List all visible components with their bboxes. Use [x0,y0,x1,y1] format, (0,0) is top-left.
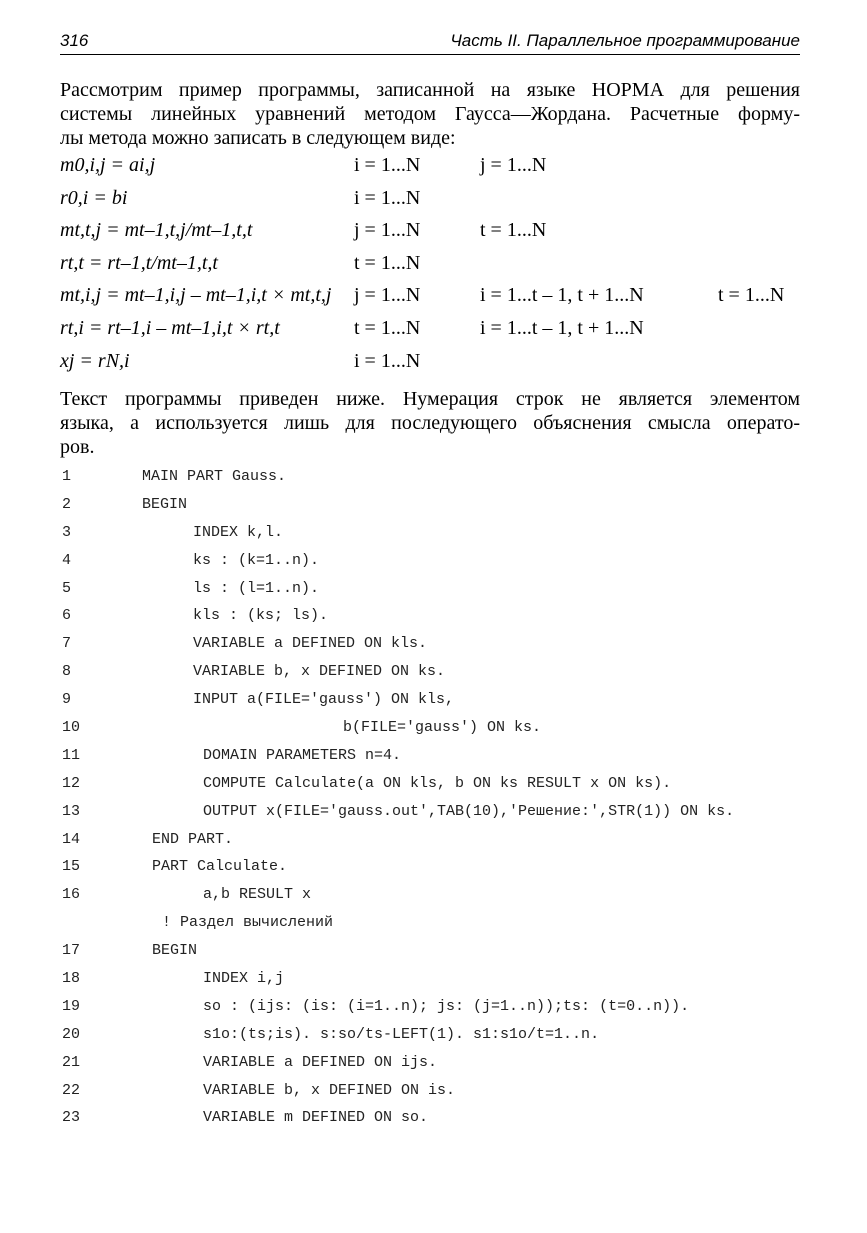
formula-expression: mt,t,j = mt–1,t,j/mt–1,t,t [60,219,253,242]
code-line [60,831,820,859]
code-text: VARIABLE m DEFINED ON so. [203,1109,429,1127]
code-line [60,1026,820,1054]
formula-expression: xj = rN,i [60,349,130,372]
code-line [60,635,820,663]
description-line: языка, а используется лишь для последующего объяснения смысла операто- [60,412,800,434]
program-description [60,387,800,459]
line-number: 1 [62,468,72,485]
formula-row [60,219,800,252]
intro-line: системы линейных уравнений методом Гаусса—Жордана. Расчетные форму- [60,103,800,125]
formula-row [60,252,800,285]
code-text: kls : (ks; ls). [193,607,329,625]
code-line [60,942,820,970]
code-line [60,691,820,719]
formula-range: j = 1...N [354,284,421,307]
description-line: Текст программы приведен ниже. Нумерация строк не является элементом [60,388,800,410]
line-number: 19 [62,997,81,1015]
formula-expression: rt,t = rt–1,t/mt–1,t,t [60,251,218,274]
code-text: VARIABLE b, x DEFINED ON ks. [193,663,446,681]
formula-range: t = 1...N [354,251,421,274]
code-text: BEGIN [142,495,188,513]
code-text: INDEX i,j [203,970,285,988]
formula-expression: mt,i,j = mt–1,i,j – mt–1,i,t × mt,t,j [60,284,332,307]
code-line [60,1109,820,1137]
code-text: DOMAIN PARAMETERS n=4. [203,746,402,764]
code-line [60,775,820,803]
line-number: 20 [62,1025,81,1043]
formula-row [60,317,800,350]
code-text: VARIABLE a DEFINED ON ijs. [203,1053,438,1071]
formula-range: t = 1...N [718,284,785,307]
code-line [60,914,820,942]
line-number: 7 [62,635,72,653]
line-number: 6 [62,607,72,625]
line-number: 2 [62,495,72,513]
code-line [60,524,820,552]
code-line [60,719,820,747]
line-number: 5 [62,579,72,597]
code-text: BEGIN [152,942,198,960]
line-number: 3 [62,523,72,541]
code-text: VARIABLE b, x DEFINED ON is. [203,1081,456,1099]
line-number: 8 [62,663,72,681]
line-number: 18 [62,970,81,988]
code-text: ls : (l=1..n). [193,579,320,597]
line-number: 10 [62,719,81,737]
formula-block [60,154,800,382]
running-header [60,30,800,55]
running-title: Часть II. Параллельное программирование [450,31,800,50]
code-line [60,998,820,1026]
line-number: 23 [62,1109,81,1127]
code-text: so : (ijs: (is: (i=1..n); js: (j=1..n));ts: (t=0..n)). [203,997,690,1015]
formula-range: i = 1...N [354,154,421,176]
code-line [60,970,820,998]
code-line [60,580,820,608]
formula-range: t = 1...N [480,219,547,242]
code-line [60,803,820,831]
code-line [60,496,820,524]
code-line [60,1054,820,1082]
formula-range: i = 1...t – 1, t + 1...N [480,284,644,307]
code-line [60,607,820,635]
code-line [60,663,820,691]
line-number: 11 [62,746,81,764]
page-number: 316 [60,31,89,50]
code-text: INDEX k,l. [193,523,284,541]
formula-row [60,284,800,317]
code-text: PART Calculate. [152,858,288,876]
intro-line: Рассмотрим пример программы, записанной на языке НОРМА для решения [60,79,800,101]
code-text: OUTPUT x(FILE='gauss.out',TAB(10),'Решение:',STR(1)) ON ks. [203,802,735,820]
code-text: s1o:(ts;is). s:so/ts-LEFT(1). s1:s1o/t=1..n. [203,1025,600,1043]
intro-paragraph [60,78,800,150]
code-line [60,468,820,496]
line-number: 17 [62,942,81,960]
formula-range: i = 1...N [354,186,421,209]
line-number: 21 [62,1053,81,1071]
line-number: 9 [62,691,72,709]
code-text: INPUT a(FILE='gauss') ON kls, [193,691,455,709]
code-line [60,552,820,580]
code-text: COMPUTE Calculate(a ON kls, b ON ks RESULT x ON ks). [203,774,672,792]
code-listing [60,468,820,1137]
description-line: ров. [60,436,95,458]
formula-range: t = 1...N [354,316,421,339]
formula-row [60,154,800,187]
code-text: b(FILE='gauss') ON ks. [343,719,542,737]
line-number: 12 [62,774,81,792]
intro-line: лы метода можно записать в следующем виде: [60,127,456,149]
code-text: a,b RESULT x [203,886,312,904]
code-line [60,1082,820,1110]
formula-expression: r0,i = bi [60,186,128,209]
formula-row [60,187,800,220]
line-number: 15 [62,858,81,876]
line-number: 14 [62,830,81,848]
code-text: END PART. [152,830,234,848]
line-number: 13 [62,802,81,820]
code-line [60,747,820,775]
line-number: 16 [62,886,81,904]
code-text: MAIN PART Gauss. [142,468,287,485]
formula-range: i = 1...t – 1, t + 1...N [480,316,644,339]
code-line [60,886,820,914]
code-text: ks : (k=1..n). [193,551,320,569]
formula-expression: rt,i = rt–1,i – mt–1,i,t × rt,t [60,316,280,339]
line-number: 22 [62,1081,81,1099]
line-number: 4 [62,551,72,569]
formula-range: j = 1...N [354,219,421,242]
code-text: ! Раздел вычислений [162,914,334,932]
code-line [60,858,820,886]
formula-row [60,350,800,383]
formula-range: j = 1...N [480,154,547,176]
code-text: VARIABLE a DEFINED ON kls. [193,635,428,653]
formula-range: i = 1...N [354,349,421,372]
formula-expression: m0,i,j = ai,j [60,154,156,176]
